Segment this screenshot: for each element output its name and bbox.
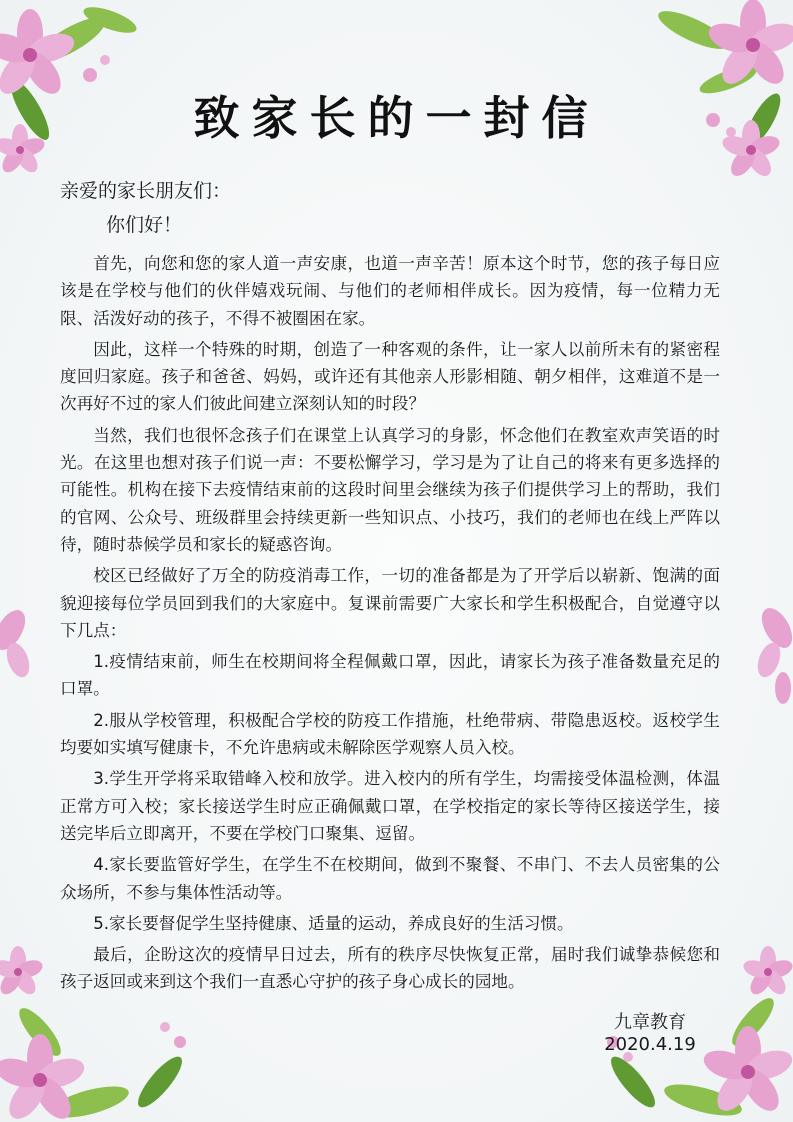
- paragraph-closing: 最后，企盼这次的疫情早日过去，所有的秩序尽快恢复正常，届时我们诚挚恭候您和孩子返回或来到这个我们一直悉心守护的孩子身心成长的园地。: [60, 945, 720, 992]
- paragraph-family-time: 因此，这样一个特殊的时期，创造了一种客观的条件，让一家人以前所未有的紧密程度回归家庭。孩子和爸爸、妈妈，或许还有其他亲人形影相随、朝夕相伴，这难道不是一次再好不过的家人们彼此间建立深刻认知的时段？: [60, 339, 720, 414]
- paragraph-learning-support: 当然，我们也很怀念孩子们在课堂上认真学习的身影，怀念他们在教室欢声笑语的时光。在这里也想对孩子们说一声：不要松懈学习，学习是为了让自己的将来有更多选择的可能性。机构在接下去疫情结束前的这段时间里会继续为孩子们提供学习上的帮助，我们的官网、公众号、班级群里会持续更新一些知识点、小技巧，我们的老师也在线上严阵以待，随时恭候学员和家长的疑惑咨询。: [60, 425, 720, 554]
- signature-block: [560, 1012, 740, 1056]
- signature-organization: 九章教育: [614, 1012, 686, 1033]
- letter-title: 致家长的一封信: [193, 91, 600, 145]
- rule-item-1: 1.疫情结束前，师生在校期间将全程佩戴口罩，因此，请家长为孩子准备数量充足的口罩。: [60, 652, 720, 699]
- floral-decoration-left-middle: [0, 600, 50, 690]
- letter-body: [60, 250, 720, 1000]
- salutation: 亲爱的家长朋友们：: [60, 180, 232, 202]
- paragraph-school-preparation: 校区已经做好了万全的防疫消毒工作，一切的准备都是为了开学后以崭新、饱满的面貌迎接每位学员回到我们的大家庭中。复课前需要广大家长和学生积极配合，自觉遵守以下几点：: [60, 566, 720, 640]
- signature-date: 2020.4.19: [604, 1034, 696, 1055]
- floral-decoration-right-middle: [733, 600, 793, 710]
- rule-item-3: 3.学生开学将采取错峰入校和放学。进入校内的所有学生，均需接受体温检测，体温正常方可入校；家长接送学生时应正确佩戴口罩，在学校指定的家长等待区接送学生，接送完毕后立即离开，不要在学校门口聚集、逗留。: [60, 769, 720, 843]
- greeting: 你们好！: [106, 214, 183, 236]
- paragraph-opening: 首先，向您和您的家人道一声安康，也道一声辛苦！原本这个时节，您的孩子每日应该是在学校与他们的伙伴嬉戏玩闹、与他们的老师相伴成长。因为疫情，每一位精力无限、活泼好动的孩子，不得不被圈困在家。: [60, 254, 720, 328]
- rule-item-2: 2.服从学校管理，积极配合学校的防疫工作措施，杜绝带病、带隐患返校。返校学生均要如实填写健康卡，不允许患病或未解除医学观察人员入校。: [60, 710, 720, 758]
- rule-item-4: 4.家长要监管好学生，在学生不在校期间，做到不聚餐、不串门、不去人员密集的公众场所，不参与集体性活动等。: [60, 855, 720, 902]
- rule-item-5: 5.家长要督促学生坚持健康、适量的运动，养成良好的生活习惯。: [93, 913, 574, 933]
